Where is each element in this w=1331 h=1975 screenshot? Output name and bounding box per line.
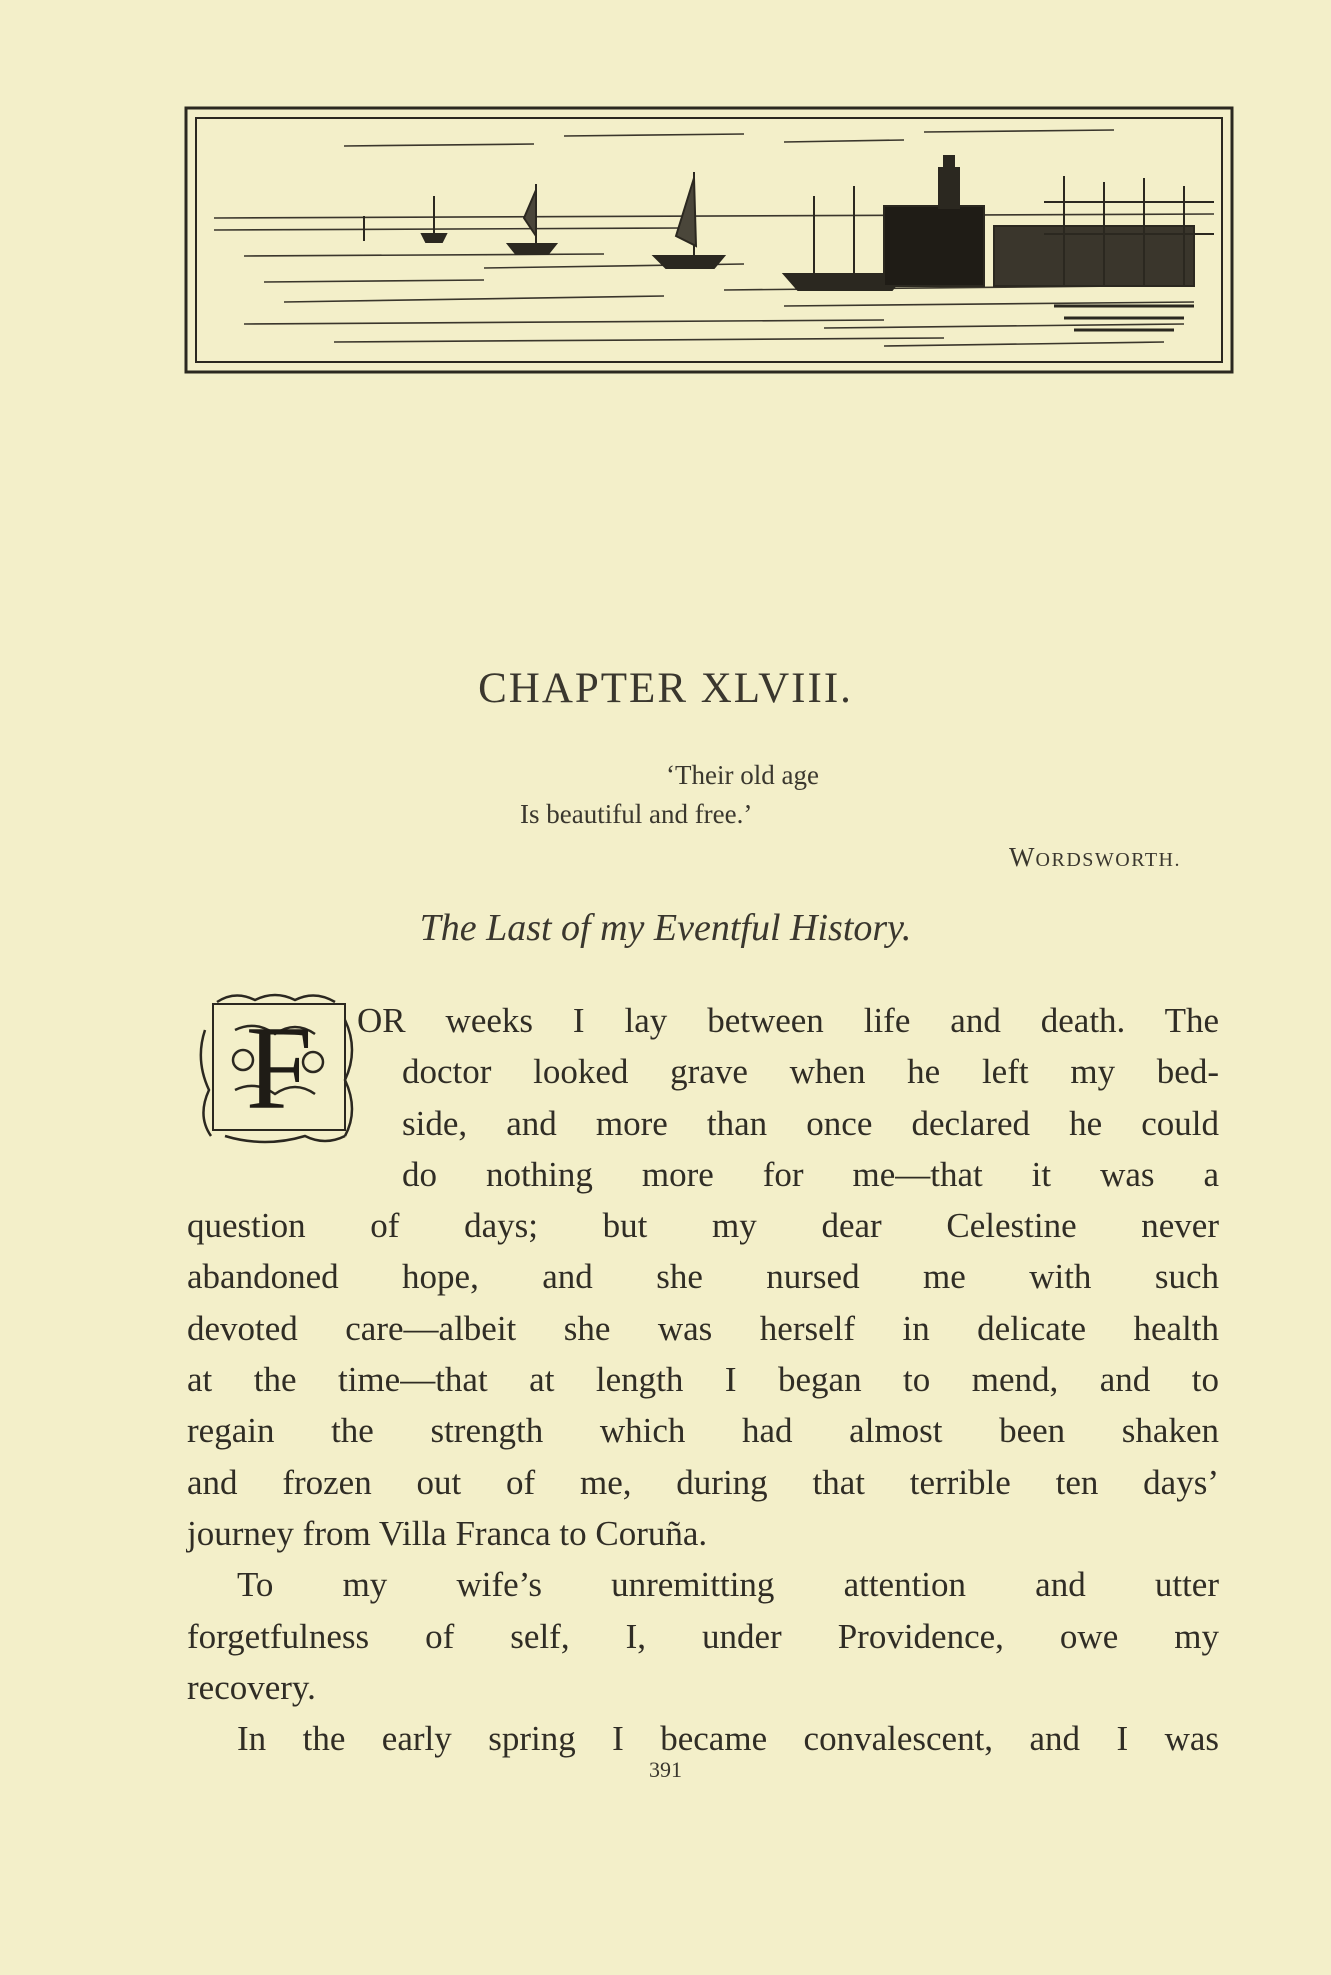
page-number: 391 bbox=[649, 1757, 682, 1782]
chapter-subtitle: The Last of my Eventful History. bbox=[419, 907, 912, 949]
epigraph bbox=[520, 756, 980, 834]
attribution-initial: W bbox=[1009, 842, 1036, 872]
chapter-body bbox=[187, 995, 1219, 1764]
body-line: at the time—that at length I began to mend, and to bbox=[187, 1360, 1219, 1400]
body-line: side, and more than once declared he could bbox=[402, 1103, 1219, 1143]
harbor-engraving-headpiece bbox=[184, 106, 1234, 374]
epigraph-line-2: Is beautiful and free.’ bbox=[520, 799, 753, 829]
epigraph-attribution bbox=[1009, 842, 1181, 873]
body-line: doctor looked grave when he left my bed- bbox=[402, 1052, 1219, 1092]
body-line: regain the strength which had almost been shaken bbox=[187, 1411, 1219, 1451]
body-line: recovery. bbox=[187, 1667, 316, 1707]
body-line: In the early spring I became convalescent, and I was bbox=[237, 1719, 1219, 1759]
body-line: devoted care—albeit she was herself in delicate health bbox=[187, 1308, 1219, 1348]
body-line: and frozen out of me, during that terrible ten days’ bbox=[187, 1462, 1219, 1502]
body-line: forgetfulness of self, I, under Providence, owe my bbox=[187, 1616, 1219, 1656]
body-line: do nothing more for me—that it was a bbox=[402, 1154, 1219, 1194]
epigraph-line-1: ‘Their old age bbox=[666, 760, 819, 790]
body-line: To my wife’s unremitting attention and utter bbox=[237, 1565, 1219, 1605]
body-line: question of days; but my dear Celestine never bbox=[187, 1206, 1219, 1246]
drop-cap-letter: F bbox=[245, 1001, 313, 1134]
chapter-title: CHAPTER XLVIII. bbox=[478, 665, 853, 712]
body-line: OR weeks I lay between life and death. The bbox=[357, 1001, 1219, 1040]
body-line: abandoned hope, and she nursed me with such bbox=[187, 1257, 1219, 1297]
body-line: journey from Villa Franca to Coruña. bbox=[187, 1513, 708, 1553]
attribution-rest: ORDSWORTH. bbox=[1035, 849, 1181, 871]
